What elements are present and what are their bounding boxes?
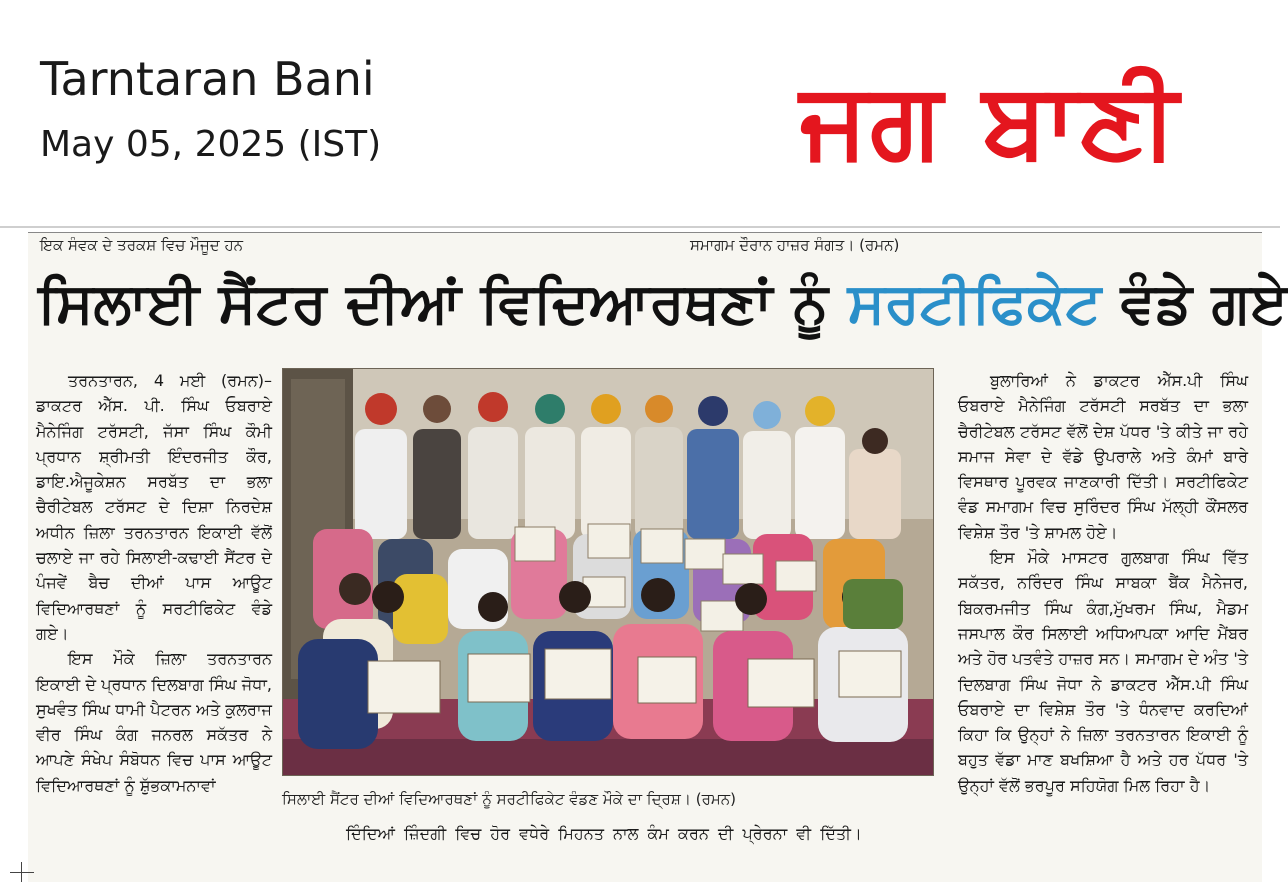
- headline-part2: ਵੰਡੇ ਗਏ: [1101, 271, 1288, 336]
- publication-date: May 05, 2025 (IST): [40, 124, 382, 165]
- group-photo: [282, 368, 934, 776]
- left-paragraph-2: ਇਸ ਮੌਕੇ ਜ਼ਿਲਾ ਤਰਨਤਾਰਨ ਇਕਾਈ ਦੇ ਪ੍ਰਧਾਨ ਦਿਲਬਾਗ ਸਿੰਘ ਜੋਧਾ, ਸੁਖਵੰਤ ਸਿੰਘ ਧਾਮੀ ਪੈਟਰਨ ਅਤੇ ਕੁਲਰਾਜ ਵੀਰ ਸਿੰਘ ਕੰਗ ਜਨਰਲ ਸਕੱਤਰ ਨੇ ਆਪਣੇ ਸੰਖੇਪ ਸੰਬੋਧਨ ਵਿਚ ਪਾਸ ਆਊਟ ਵਿਦਿਆਰਥਣਾਂ ਨੂੰ ਸ਼ੁੱਭਕਾਮਨਾਵਾਂ: [36, 649, 272, 795]
- article-headline: [38, 262, 1288, 346]
- left-paragraph-1: ਤਰਨਤਾਰਨ, 4 ਮਈ (ਰਮਨ)– ਡਾਕਟਰ ਐੱਸ. ਪੀ. ਸਿੰਘ ਓਬਰਾਏ ਮੈਨੇਜਿੰਗ ਟਰੱਸਟੀ, ਜੱਸਾ ਸਿੰਘ ਕੌਮੀ ਪ੍ਰਧਾਨ ਸ਼੍ਰੀਮਤੀ ਇੰਦਰਜੀਤ ਕੌਰ, ਡਾਇ.ਐਜੂਕੇਸ਼ਨ ਸਰਬੱਤ ਦਾ ਭਲਾ ਚੈਰੀਟੇਬਲ ਟਰੱਸਟ ਦੇ ਦਿਸ਼ਾ ਨਿਰਦੇਸ਼ ਅਧੀਨ ਜ਼ਿਲਾ ਤਰਨਤਾਰਨ ਇਕਾਈ ਵੱਲੋਂ ਚਲਾਏ ਜਾ ਰਹੇ ਸਿਲਾਈ-ਕਢਾਈ ਸੈਂਟਰ ਦੇ ਪੰਜਵੇਂ ਬੈਚ ਦੀਆਂ ਪਾਸ ਆਊਟ ਵਿਦਿਆਰਥਣਾਂ ਨੂੰ ਸਰਟੀਫਿਕੇਟ ਵੰਡੇ ਗਏ।: [36, 371, 272, 643]
- newspaper-logo: ਜਗ ਬਾਣੀ: [799, 59, 1181, 181]
- source-name: Tarntaran Bani: [40, 52, 375, 106]
- left-column: [36, 368, 272, 858]
- clipping-top-border: [28, 232, 1262, 233]
- right-paragraph-1: ਬੁਲਾਰਿਆਂ ਨੇ ਡਾਕਟਰ ਐੱਸ.ਪੀ ਸਿੰਘ ਓਬਰਾਏ ਮੈਨੇਜਿੰਗ ਟਰੱਸਟੀ ਸਰਬੱਤ ਦਾ ਭਲਾ ਚੈਰੀਟੇਬਲ ਟਰੱਸਟ ਵੱਲੋਂ ਦੇਸ਼ ਪੱਧਰ 'ਤੇ ਕੀਤੇ ਜਾ ਰਹੇ ਸਮਾਜ ਸੇਵਾ ਦੇ ਵੱਡੇ ਉਪਰਾਲੇ ਅਤੇ ਕੰਮਾਂ ਬਾਰੇ ਵਿਸਥਾਰ ਪੂਰਵਕ ਜਾਣਕਾਰੀ ਦਿੱਤੀ। ਸਰਟੀਫਿਕੇਟ ਵੰਡ ਸਮਾਗਮ ਵਿਚ ਸੁਰਿੰਦਰ ਸਿੰਘ ਮੱਲ੍ਹੀ ਕੌਂਸਲਰ ਵਿਸ਼ੇਸ਼ ਤੌਰ 'ਤੇ ਸ਼ਾਮਲ ਹੋਏ।: [958, 371, 1248, 542]
- photo-caption: ਸਿਲਾਈ ਸੈਂਟਰ ਦੀਆਂ ਵਿਦਿਆਰਥਣਾਂ ਨੂੰ ਸਰਟੀਫਿਕੇਟ ਵੰਡਣ ਮੌਕੇ ਦਾ ਦ੍ਰਿਸ਼। (ਰਮਨ): [282, 790, 736, 808]
- kicker-left: ਇਕ ਸੰਵਕ ਦੇ ਤਰਕਸ਼ ਵਿਚ ਮੌਜੂਦ ਹਨ: [40, 236, 244, 254]
- crosshair-icon: [8, 862, 36, 882]
- headline-highlight: ਸਰਟੀਫਿਕੇਟ: [847, 271, 1102, 336]
- kicker-right: ਸਮਾਗਮ ਦੌਰਾਨ ਹਾਜ਼ਰ ਸੰਗਤ। (ਰਮਨ): [690, 236, 900, 254]
- right-column: [958, 368, 1248, 858]
- clipping-header: [0, 0, 1280, 226]
- group-photo-illustration: [283, 369, 933, 775]
- right-paragraph-2: ਇਸ ਮੌਕੇ ਮਾਸਟਰ ਗੁਲਬਾਗ ਸਿੰਘ ਵਿੱਤ ਸਕੱਤਰ, ਨਰਿੰਦਰ ਸਿੰਘ ਸਾਬਕਾ ਬੈਂਕ ਮੈਨੇਜਰ, ਬਿਕਰਮਜੀਤ ਸਿੰਘ ਕੰਗ,ਮੁੱਖਰਮ ਸਿੰਘ, ਮੈਡਮ ਜਸਪਾਲ ਕੌਰ ਸਿਲਾਈ ਅਧਿਆਪਕਾ ਆਦਿ ਮੈਂਬਰ ਅਤੇ ਹੋਰ ਪਤਵੰਤੇ ਹਾਜ਼ਰ ਸਨ। ਸਮਾਗਮ ਦੇ ਅੰਤ 'ਤੇ ਦਿਲਬਾਗ ਸਿੰਘ ਜੋਧਾ ਨੇ ਡਾਕਟਰ ਐੱਸ.ਪੀ ਸਿੰਘ ਓਬਰਾਏ ਦਾ ਵਿਸ਼ੇਸ਼ ਤੌਰ 'ਤੇ ਧੰਨਵਾਦ ਕਰਦਿਆਂ ਕਿਹਾ ਕਿ ਉਨ੍ਹਾਂ ਨੇ ਜ਼ਿਲਾ ਤਰਨਤਾਰਨ ਇਕਾਈ ਨੂੰ ਬਹੁਤ ਵੱਡਾ ਮਾਣ ਬਖਸ਼ਿਆ ਹੈ ਅਤੇ ਹਰ ਪੱਧਰ 'ਤੇ ਉਨ੍ਹਾਂ ਵੱਲੋਂ ਭਰਪੂਰ ਸਹਿਯੋਗ ਮਿਲ ਰਿਹਾ ਹੈ।: [958, 548, 1248, 795]
- continuation-line: ਦਿੰਦਿਆਂ ਜ਼ਿੰਦਗੀ ਵਿਚ ਹੋਰ ਵਧੇਰੇ ਮਿਹਨਤ ਨਾਲ ਕੰਮ ਕਰਨ ਦੀ ਪ੍ਰੇਰਨਾ ਵੀ ਦਿੱਤੀ।: [346, 824, 862, 843]
- headline-part1: ਸਿਲਾਈ ਸੈਂਟਰ ਦੀਆਂ ਵਿਦਿਆਰਥਣਾਂ ਨੂੰ: [38, 271, 848, 336]
- header-divider: [0, 226, 1280, 228]
